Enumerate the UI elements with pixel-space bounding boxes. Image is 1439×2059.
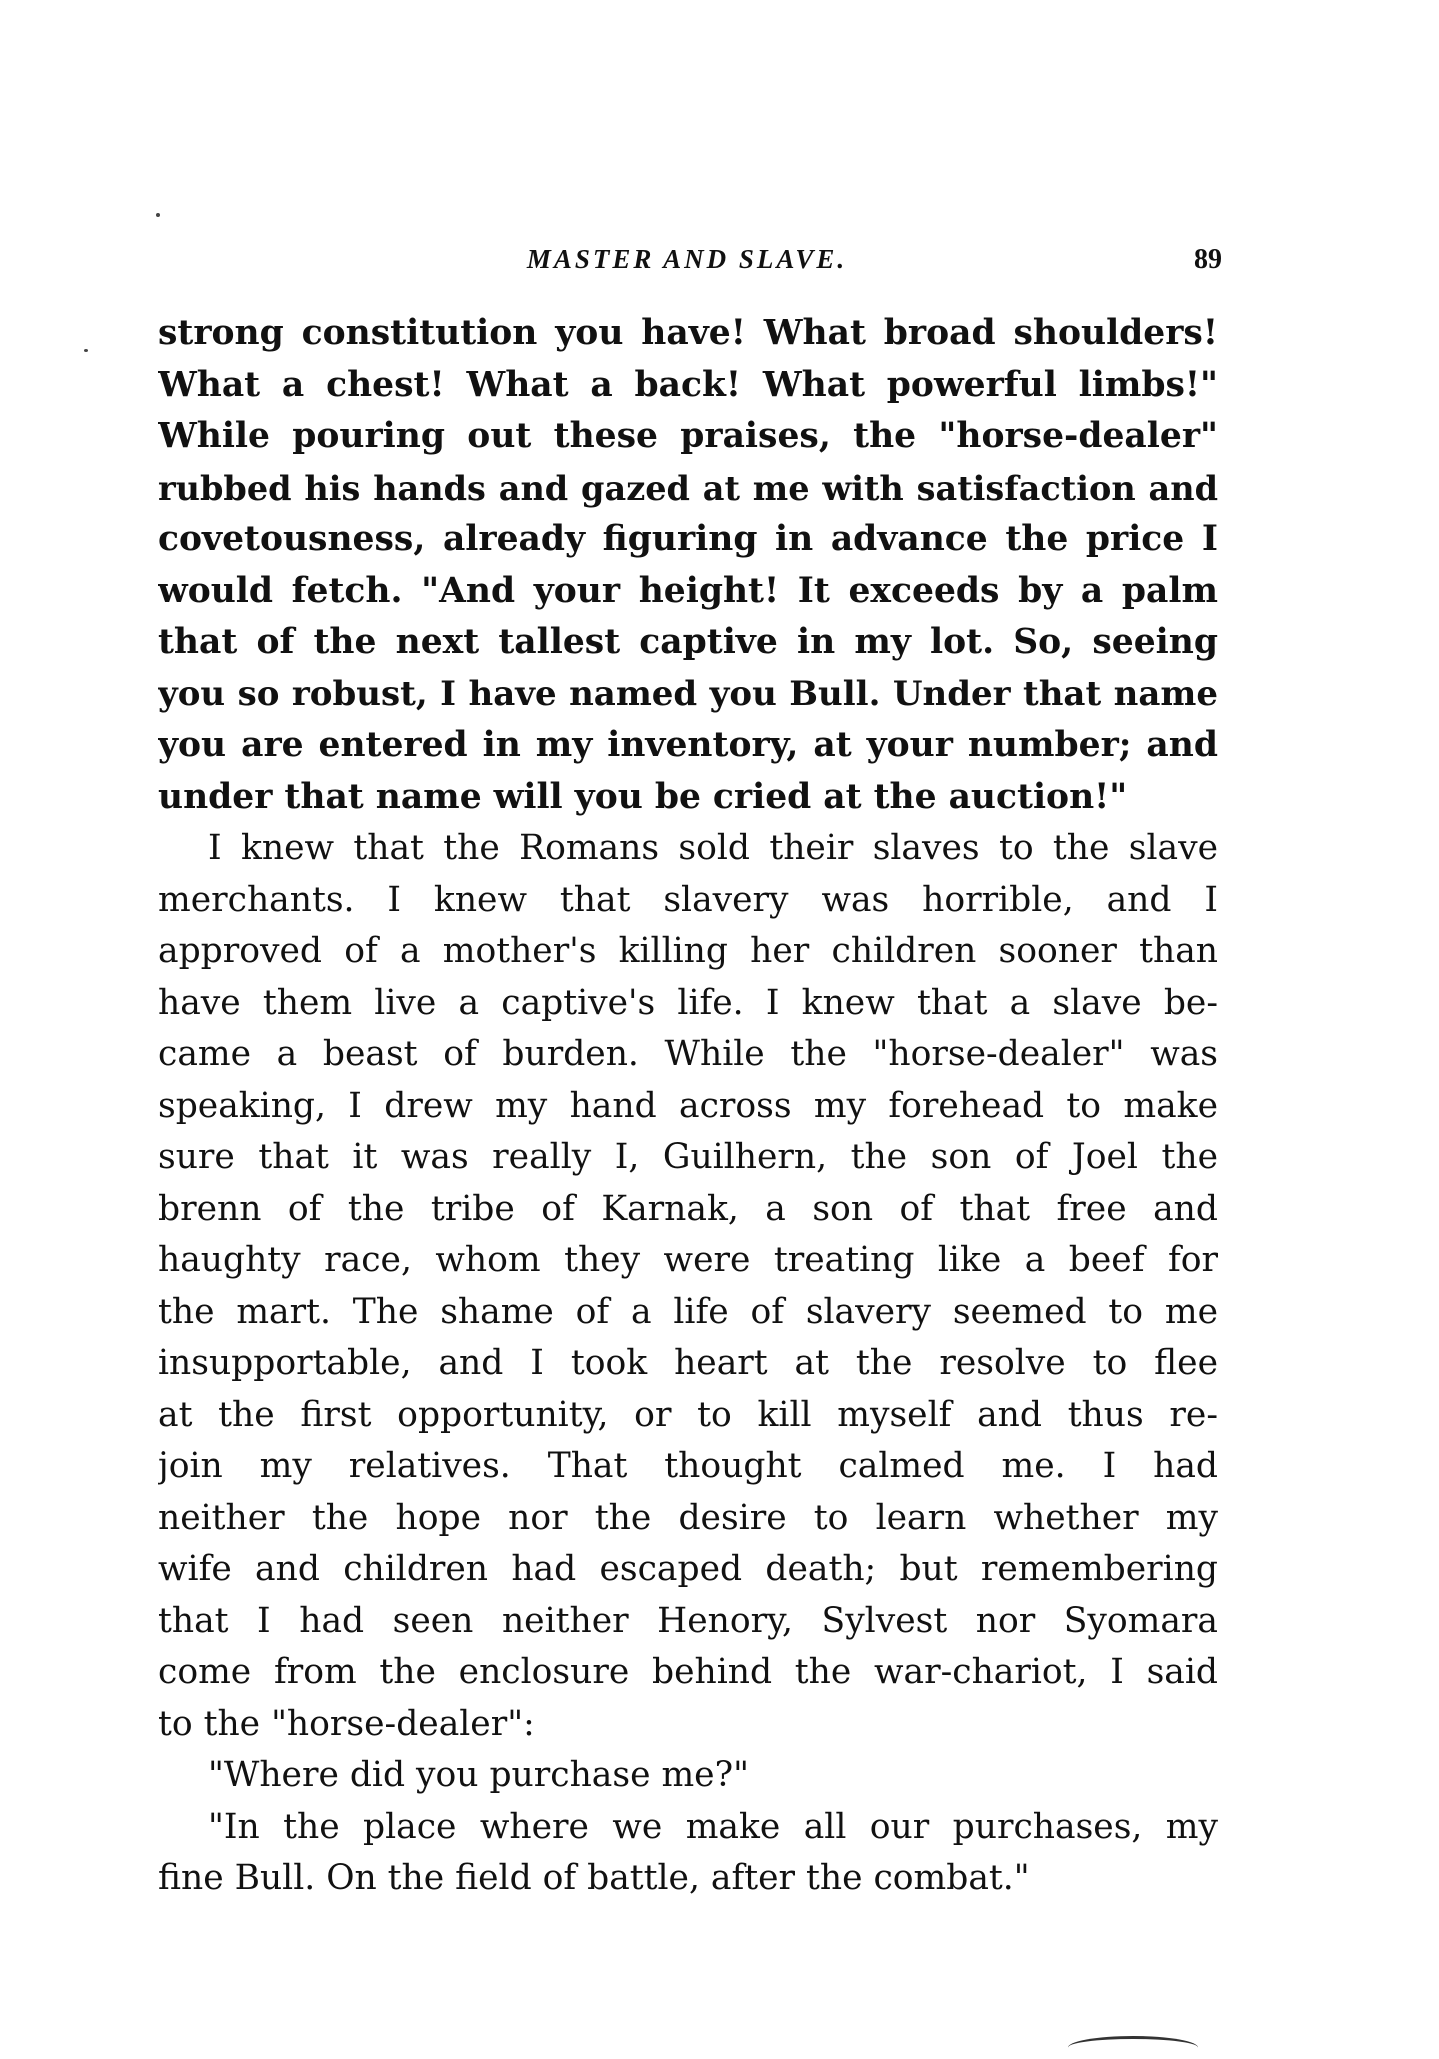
text-line: brenn of the tribe of Karnak, a son of that free and: [158, 1188, 1218, 1229]
body-text: [158, 308, 1218, 1905]
text-line: neither the hope nor the desire to learn whether my: [158, 1497, 1218, 1538]
stray-mark: [84, 349, 88, 352]
text-line: came a beast of burden. While the "horse-dealer" was: [158, 1034, 1218, 1074]
text-line: covetousness, already figuring in advance the price I: [158, 519, 1218, 559]
text-line: that of the next tallest captive in my lot. So, seeing: [158, 622, 1218, 662]
text-line: have them live a captive's life. I knew that a slave be-: [158, 982, 1218, 1023]
text-line: strong constitution you have! What broad shoulders!: [158, 313, 1218, 353]
text-line: speaking, I drew my hand across my forehead to make: [158, 1085, 1218, 1126]
text-line: you so robust, I have named you Bull. Under that name: [158, 673, 1218, 714]
text-line: you are entered in my inventory, at your number; and: [158, 725, 1218, 765]
stray-mark: [156, 213, 160, 217]
bottom-edge-mark: [1068, 2036, 1198, 2059]
text-line: at the first opportunity, or to kill myself and thus re-: [158, 1394, 1218, 1435]
text-line: "In the place where we make all our purchases, my: [208, 1806, 1218, 1847]
text-line: approved of a mother's killing her children sooner than: [158, 931, 1218, 971]
text-line: While pouring out these praises, the "horse-dealer": [158, 416, 1218, 456]
text-line: haughty race, whom they were treating like a beef for: [158, 1240, 1218, 1280]
text-line: rubbed his hands and gazed at me with satisfaction and: [158, 468, 1218, 508]
text-line: insupportable, and I took heart at the resolve to flee: [158, 1343, 1218, 1383]
text-line: wife and children had escaped death; but remembering: [158, 1549, 1218, 1589]
text-line: "Where did you purchase me?": [208, 1755, 749, 1795]
text-line: merchants. I knew that slavery was horrible, and I: [158, 879, 1218, 920]
text-line: under that name will you be cried at the auction!": [158, 776, 1128, 817]
text-line: sure that it was really I, Guilhern, the son of Joel the: [158, 1137, 1218, 1177]
running-title: MASTER AND SLAVE.: [526, 244, 848, 274]
text-line: I knew that the Romans sold their slaves to the slave: [208, 828, 1218, 868]
text-line: that I had seen neither Henory, Sylvest nor Syomara: [158, 1600, 1218, 1641]
text-line: fine Bull. On the field of battle, after the combat.": [158, 1858, 1030, 1898]
text-line: would fetch. "And your height! It exceeds by a palm: [158, 570, 1218, 611]
page-number: 89: [1194, 244, 1222, 275]
text-line: the mart. The shame of a life of slavery seemed to me: [158, 1291, 1218, 1332]
text-line: to the "horse-dealer":: [158, 1703, 535, 1744]
text-line: join my relatives. That thought calmed me. I had: [158, 1446, 1218, 1486]
text-line: come from the enclosure behind the war-chariot, I said: [158, 1652, 1218, 1692]
running-head: [158, 244, 1222, 284]
text-line: What a chest! What a back! What powerful limbs!": [158, 364, 1218, 405]
